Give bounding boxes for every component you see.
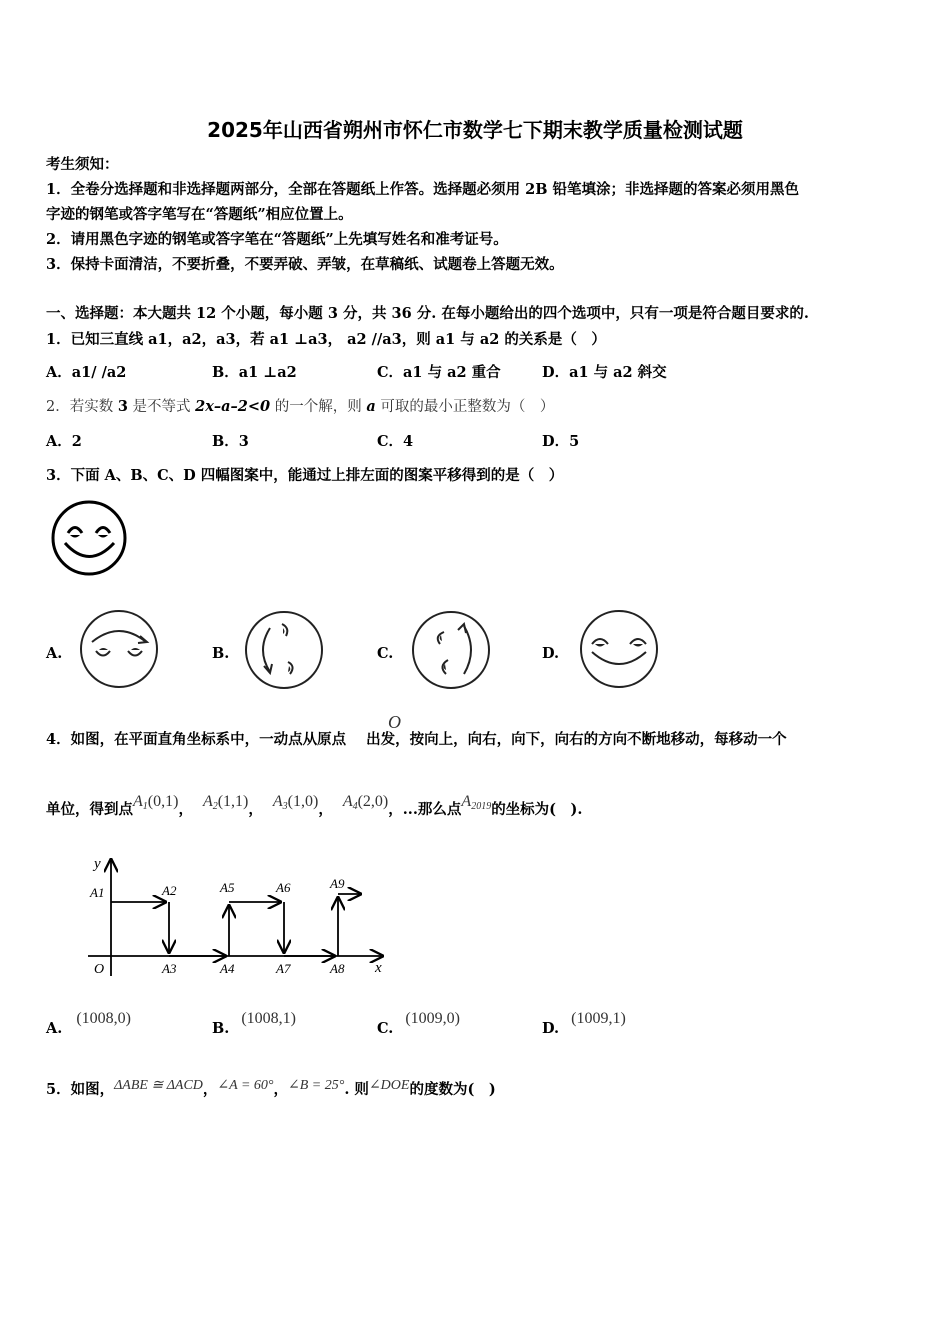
label-a2: A2: [162, 883, 177, 898]
q4-stem: 4．如图，在平面直角坐标系中，一动点从原点 出发，按向上，向右，向下，向右的方向不断地移动，每移动一个: [46, 731, 787, 748]
q4-origin-symbol: O: [388, 712, 401, 732]
q5-stem: 5．如图，ΔABE ≅ ΔACD，∠A = 60°，∠B = 25°. 则∠DOE的度数为( ): [46, 1078, 496, 1098]
label-a4: A4: [220, 961, 235, 976]
point-a4: $A_4(2,0)$: [342, 793, 389, 812]
notice-line-3: 3．保持卡面清洁，不要折叠，不要弄破、弄皱，在草稿纸、试题卷上答题无效。: [46, 256, 564, 273]
q3-option-d-figure[interactable]: [576, 606, 662, 692]
y-axis-label: y: [94, 856, 101, 872]
q4-option-c[interactable]: C.(1009,0): [377, 1010, 460, 1037]
q1-option-c[interactable]: C．a1 与 a2 重合: [377, 364, 501, 381]
q3-label-c[interactable]: C.: [377, 645, 394, 662]
label-a9: A9: [330, 876, 345, 891]
q3-option-c-figure[interactable]: [408, 606, 494, 692]
q3-stem: 3．下面 A、B、C、D 四幅图案中，能通过上排左面的图案平移得到的是（ ）: [46, 467, 564, 484]
q4-coordinate-graph: [80, 852, 400, 982]
q2-option-a[interactable]: A．2: [46, 433, 82, 450]
notice-line-1a: 1．全卷分选择题和非选择题两部分，全部在答题纸上作答。选择题必须用 2B 铅笔填涂；非选择题的答案必须用黑色: [46, 181, 800, 198]
q1-option-a[interactable]: A．a1/ /a2: [46, 364, 127, 381]
smiley-reference-figure: [48, 498, 132, 582]
notice-heading: 考生须知：: [46, 156, 119, 173]
q2-option-c[interactable]: C．4: [377, 433, 414, 450]
q3-label-d[interactable]: D.: [542, 645, 560, 662]
point-a1: $A_1(0,1)$: [133, 793, 179, 812]
point-a2: $A_2(1,1)$: [202, 793, 249, 812]
notice-line-2: 2．请用黑色字迹的钢笔或答字笔在“答题纸”上先填写姓名和准考证号。: [46, 231, 508, 248]
q4-option-a[interactable]: A.(1008,0): [46, 1010, 131, 1037]
q2-option-d[interactable]: D．5: [542, 433, 580, 450]
q3-option-a-figure[interactable]: [78, 606, 162, 692]
q4-stem-line-2: 单位，得到点$A_1(0,1)$， $A_2(1,1)$， $A_3(1,0)$， $A_4(2,0)$，...那么点$A_{2019}$的坐标为( ).: [46, 793, 583, 818]
point-a2019: $A_{2019}$: [461, 793, 492, 812]
notice-line-1b: 字迹的钢笔或答字笔写在“答题纸”相应位置上。: [46, 206, 353, 223]
point-a3: $A_3(1,0)$: [272, 793, 319, 812]
label-a1: A1: [90, 885, 105, 900]
angle-b-expr: ∠B = 25°: [288, 1078, 345, 1093]
label-a5: A5: [220, 880, 235, 895]
q1-stem: 1．已知三直线 a1，a2，a3，若 a1 ⊥a3， a2 //a3，则 a1 与 a2 的关系是（ ）: [46, 331, 606, 348]
q3-label-a[interactable]: A.: [46, 645, 63, 662]
q3-label-b[interactable]: B.: [212, 645, 230, 662]
q1-option-b[interactable]: B．a1 ⊥a2: [212, 364, 297, 381]
x-axis-label: x: [375, 960, 382, 976]
q2-option-b[interactable]: B．3: [212, 433, 249, 450]
label-a7: A7: [276, 961, 291, 976]
label-a8: A8: [330, 961, 345, 976]
congruence-expr: ΔABE ≅ ΔACD: [114, 1078, 203, 1093]
q1-option-d[interactable]: D．a1 与 a2 斜交: [542, 364, 667, 381]
section-heading: 一、选择题：本大题共 12 个小题，每小题 3 分，共 36 分. 在每小题给出的四个选项中，只有一项是符合题目要求的.: [46, 305, 809, 322]
angle-doe-expr: ∠DOE: [368, 1078, 410, 1093]
page-title: 2025年山西省朔州市怀仁市数学七下期末教学质量检测试题: [207, 118, 743, 142]
q4-option-b[interactable]: B.(1008,1): [212, 1010, 296, 1037]
origin-label: O: [94, 962, 105, 977]
q4-option-d[interactable]: D.(1009,1): [542, 1010, 626, 1037]
q2-stem: 2．若实数 3 是不等式 2x–a–2<0 的一个解，则 a 可取的最小正整数为（ ）: [46, 398, 555, 415]
label-a6: A6: [276, 880, 291, 895]
angle-a-expr: ∠A = 60°: [217, 1078, 274, 1093]
label-a3: A3: [162, 961, 177, 976]
q3-option-b-figure[interactable]: [242, 606, 326, 692]
